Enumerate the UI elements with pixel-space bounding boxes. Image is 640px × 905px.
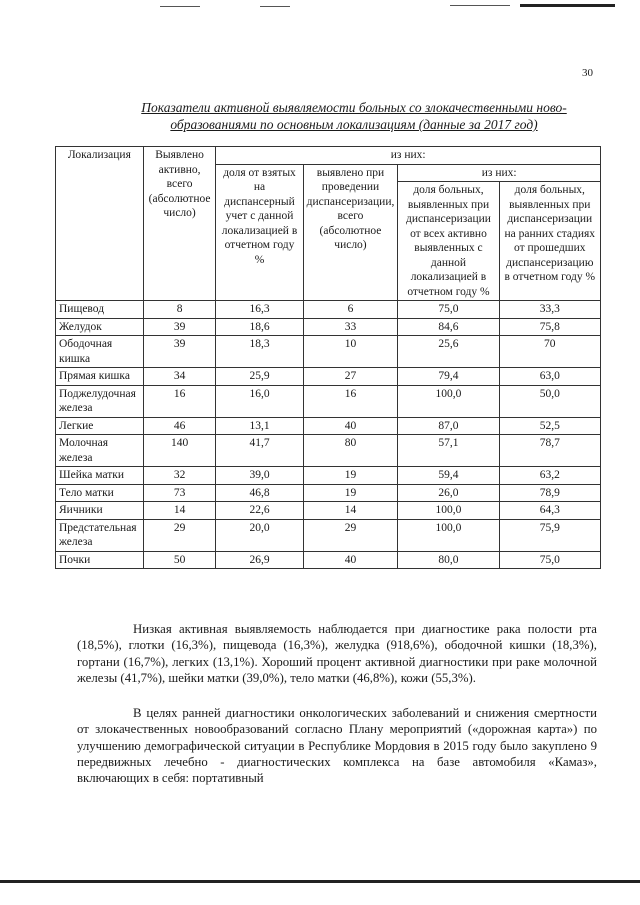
cell-loc: Шейка матки: [56, 467, 144, 485]
cell-share: 26,9: [216, 551, 303, 569]
table-row: [56, 435, 601, 467]
header-share-active: доля больных, выявленных при диспансеризации от всех активно выявленных с данной локализацией в отчетном году %: [398, 182, 499, 301]
cell-share: 16,3: [216, 301, 303, 319]
cell-total: 8: [143, 301, 216, 319]
cell-share-early: 50,0: [499, 385, 600, 417]
cell-share-early: 75,8: [499, 318, 600, 336]
cell-total: 73: [143, 484, 216, 502]
cell-disp: 40: [303, 551, 398, 569]
cell-loc: Легкие: [56, 417, 144, 435]
cell-disp: 33: [303, 318, 398, 336]
cell-share: 13,1: [216, 417, 303, 435]
cell-share: 18,6: [216, 318, 303, 336]
cell-disp: 19: [303, 484, 398, 502]
header-of-them: из них:: [216, 147, 601, 165]
cell-total: 29: [143, 519, 216, 551]
table-row: [56, 551, 601, 569]
cell-loc: Предстательная железа: [56, 519, 144, 551]
cell-share-active: 75,0: [398, 301, 499, 319]
cell-disp: 29: [303, 519, 398, 551]
cell-share-active: 26,0: [398, 484, 499, 502]
cell-loc: Яичники: [56, 502, 144, 520]
table-title: [110, 99, 598, 133]
cell-share-active: 79,4: [398, 368, 499, 386]
cell-total: 14: [143, 502, 216, 520]
cell-disp: 10: [303, 336, 398, 368]
cell-total: 140: [143, 435, 216, 467]
header-share-early: доля больных, выявленных при диспансеризации на ранних стадиях от прошедших диспансеризацию в отчетном году %: [499, 182, 600, 301]
cell-share-active: 80,0: [398, 551, 499, 569]
cell-share-active: 87,0: [398, 417, 499, 435]
cell-share-early: 70: [499, 336, 600, 368]
page-number: 30: [582, 67, 593, 79]
cell-loc: Молочная железа: [56, 435, 144, 467]
cell-share-early: 52,5: [499, 417, 600, 435]
table-row: [56, 502, 601, 520]
cell-share-early: 63,2: [499, 467, 600, 485]
statistics-table: [55, 146, 601, 569]
cell-share: 20,0: [216, 519, 303, 551]
table-row: [56, 484, 601, 502]
cell-share: 41,7: [216, 435, 303, 467]
cell-loc: Ободочная кишка: [56, 336, 144, 368]
table-row: [56, 336, 601, 368]
cell-share-early: 78,9: [499, 484, 600, 502]
cell-disp: 16: [303, 385, 398, 417]
cell-share: 25,9: [216, 368, 303, 386]
paragraph-detection: Низкая активная выявляемость наблюдается при диагностике рака полости рта (18,5%), глотки (16,3%), пищевода (16,3%), желудка (918,6%), ободочной кишки (18,3%), гортани (16,7%), легких (13,1%). Хороший процент активной диагностики при раке молочной железы (41,7%), шейки матки (39,0%), тело матки (46,8%), кожи (55,3%).: [77, 622, 597, 685]
header-of-them-2: из них:: [398, 164, 601, 182]
cell-total: 46: [143, 417, 216, 435]
table-body: [56, 301, 601, 569]
cell-disp: 14: [303, 502, 398, 520]
cell-share: 22,6: [216, 502, 303, 520]
cell-disp: 40: [303, 417, 398, 435]
cell-total: 16: [143, 385, 216, 417]
cell-total: 50: [143, 551, 216, 569]
cell-loc: Желудок: [56, 318, 144, 336]
cell-share-early: 64,3: [499, 502, 600, 520]
cell-disp: 27: [303, 368, 398, 386]
paragraph-early-diagnostics: В целях ранней диагностики онкологических заболеваний и снижения смертности от злокачественных новообразований согласно Плану мероприятий («дорожная карта») по улучшению демографической ситуации в Республике Мордовия в 2015 году было закуплено 9 передвижных лечебно - диагностических комплекса на базе автомобиля «Камаз», включающих в себя: портативный: [77, 706, 597, 786]
cell-loc: Почки: [56, 551, 144, 569]
cell-disp: 19: [303, 467, 398, 485]
header-share-taken: доля от взятых на диспансерный учет с данной локализацией в отчетном году %: [216, 164, 303, 301]
cell-loc: Тело матки: [56, 484, 144, 502]
cell-share-active: 100,0: [398, 519, 499, 551]
table-row: [56, 301, 601, 319]
table-row: [56, 417, 601, 435]
cell-loc: Прямая кишка: [56, 368, 144, 386]
cell-total: 39: [143, 336, 216, 368]
cell-share-active: 59,4: [398, 467, 499, 485]
cell-total: 32: [143, 467, 216, 485]
header-localization: Локализация: [56, 147, 144, 301]
scan-artifact-top: [150, 2, 620, 10]
cell-disp: 6: [303, 301, 398, 319]
cell-share-early: 75,0: [499, 551, 600, 569]
cell-share-early: 75,9: [499, 519, 600, 551]
cell-share-early: 33,3: [499, 301, 600, 319]
header-detected-dispensary: выявлено при проведении диспансеризации, всего (абсолютное число): [303, 164, 398, 301]
cell-share-early: 78,7: [499, 435, 600, 467]
cell-loc: Пищевод: [56, 301, 144, 319]
table-row: [56, 519, 601, 551]
table-row: [56, 385, 601, 417]
table-row: [56, 368, 601, 386]
cell-loc: Поджелудочная железа: [56, 385, 144, 417]
header-detected-total: Выявлено активно, всего (абсолютное число): [143, 147, 216, 301]
table-row: [56, 467, 601, 485]
scan-artifact-bottom: [0, 880, 640, 883]
cell-share-early: 63,0: [499, 368, 600, 386]
cell-share: 18,3: [216, 336, 303, 368]
cell-share: 39,0: [216, 467, 303, 485]
cell-share-active: 100,0: [398, 502, 499, 520]
cell-share-active: 57,1: [398, 435, 499, 467]
cell-share-active: 100,0: [398, 385, 499, 417]
cell-share: 16,0: [216, 385, 303, 417]
cell-share: 46,8: [216, 484, 303, 502]
cell-share-active: 84,6: [398, 318, 499, 336]
cell-total: 34: [143, 368, 216, 386]
cell-share-active: 25,6: [398, 336, 499, 368]
table-row: [56, 318, 601, 336]
table-title-line1: Показатели активной выявляемости больных со злокачественными ново-: [141, 100, 567, 115]
cell-total: 39: [143, 318, 216, 336]
table-title-line2: образованиями по основным локализациям (данные за 2017 год): [170, 117, 538, 132]
cell-disp: 80: [303, 435, 398, 467]
